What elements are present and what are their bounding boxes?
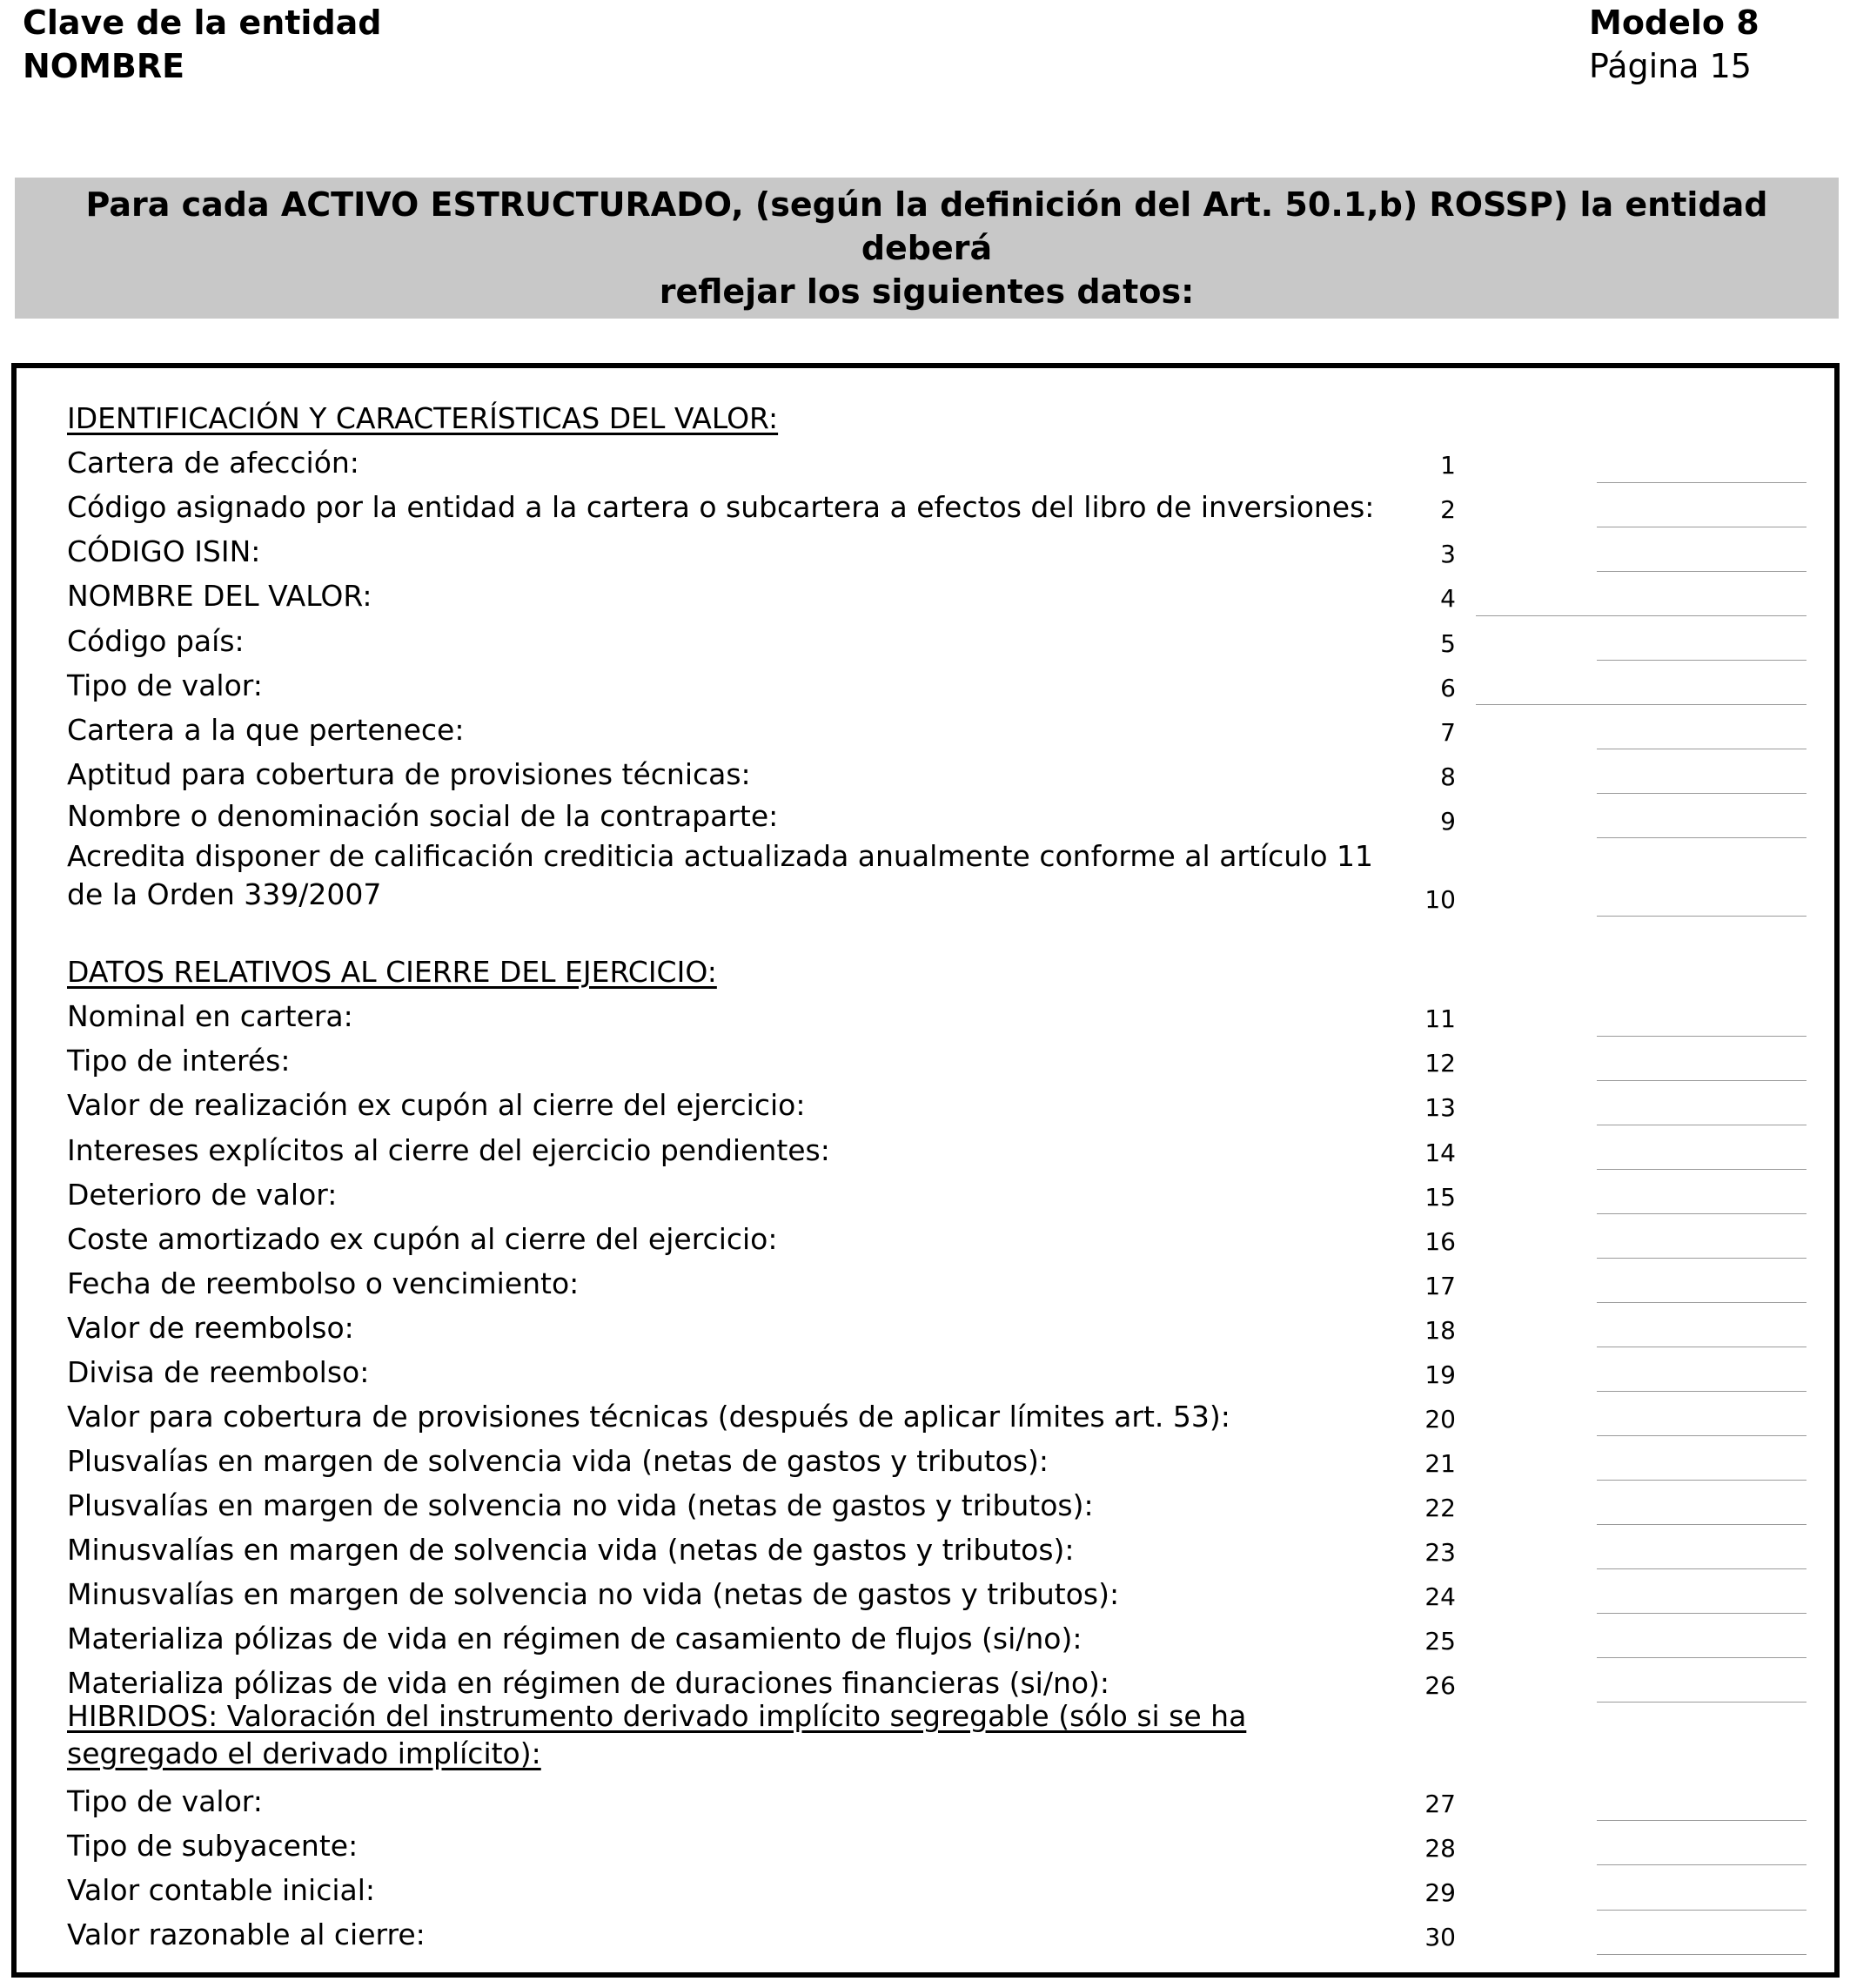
field-number: 27 <box>1424 1790 1456 1818</box>
field-number: 1 <box>1440 451 1456 480</box>
field-entry-line[interactable] <box>1597 1524 1806 1525</box>
field-label: Tipo de valor: <box>67 668 263 702</box>
instructions-banner <box>15 178 1839 319</box>
field-number: 18 <box>1424 1316 1456 1345</box>
field-entry-line[interactable] <box>1597 1954 1806 1955</box>
field-number: 24 <box>1424 1582 1456 1611</box>
field-label-continuation: de la Orden 339/2007 <box>67 877 382 911</box>
field-number: 20 <box>1424 1405 1456 1434</box>
field-entry-line[interactable] <box>1597 1435 1806 1436</box>
field-label: Materializa pólizas de vida en régimen de duraciones financieras (si/no): <box>67 1666 1110 1700</box>
field-number: 29 <box>1424 1878 1456 1907</box>
field-label: Tipo de interés: <box>67 1044 291 1078</box>
field-label: Cartera de afección: <box>67 446 359 480</box>
field-entry-line[interactable] <box>1476 615 1806 616</box>
field-entry-line[interactable] <box>1597 1657 1806 1658</box>
form-box <box>11 363 1840 1978</box>
field-label: Minusvalías en margen de solvencia no vida (netas de gastos y tributos): <box>67 1577 1120 1611</box>
field-label: Nominal en cartera: <box>67 999 353 1033</box>
page-number: Página 15 <box>1589 47 1752 85</box>
field-number: 19 <box>1424 1360 1456 1389</box>
field-number: 4 <box>1440 584 1456 613</box>
field-entry-line[interactable] <box>1597 1258 1806 1259</box>
field-number: 2 <box>1440 495 1456 524</box>
field-entry-line[interactable] <box>1597 793 1806 794</box>
model-label: Modelo 8 <box>1589 3 1760 42</box>
field-label: Valor para cobertura de provisiones técnicas (después de aplicar límites art. 53): <box>67 1400 1230 1434</box>
field-number: 17 <box>1424 1272 1456 1300</box>
field-entry-line[interactable] <box>1597 660 1806 661</box>
field-number: 8 <box>1440 762 1456 791</box>
banner-line-2: reflejar los siguientes datos: <box>659 272 1195 311</box>
field-label: Código país: <box>67 624 245 658</box>
field-label: Materializa pólizas de vida en régimen de casamiento de flujos (si/no): <box>67 1622 1083 1656</box>
field-label: Divisa de reembolso: <box>67 1355 370 1389</box>
field-label: Valor contable inicial: <box>67 1873 376 1907</box>
field-label: Plusvalías en margen de solvencia no vida (netas de gastos y tributos): <box>67 1488 1094 1522</box>
field-label: Minusvalías en margen de solvencia vida (netas de gastos y tributos): <box>67 1533 1075 1567</box>
field-entry-line[interactable] <box>1597 1568 1806 1569</box>
field-label: Tipo de subyacente: <box>67 1829 359 1863</box>
entity-key-label: Clave de la entidad <box>23 3 382 42</box>
field-label: Plusvalías en margen de solvencia vida (netas de gastos y tributos): <box>67 1444 1049 1478</box>
field-number: 7 <box>1440 718 1456 747</box>
field-label: Coste amortizado ex cupón al cierre del ejercicio: <box>67 1222 778 1256</box>
section-hybrid-heading: HIBRIDOS: Valoración del instrumento derivado implícito segregable (sólo si se ha <box>67 1699 1247 1733</box>
field-entry-line[interactable] <box>1597 1391 1806 1392</box>
field-entry-line[interactable] <box>1597 1864 1806 1865</box>
field-number: 23 <box>1424 1538 1456 1567</box>
field-number: 6 <box>1440 674 1456 702</box>
field-label: CÓDIGO ISIN: <box>67 534 261 568</box>
field-entry-line[interactable] <box>1597 1213 1806 1214</box>
field-entry-line[interactable] <box>1597 1036 1806 1037</box>
field-entry-line[interactable] <box>1597 1820 1806 1821</box>
field-number: 14 <box>1424 1138 1456 1167</box>
field-number: 22 <box>1424 1494 1456 1522</box>
field-label: Acredita disponer de calificación crediticia actualizada anualmente conforme al artículo 11 <box>67 839 1373 873</box>
field-entry-line[interactable] <box>1597 1169 1806 1170</box>
field-entry-line[interactable] <box>1597 916 1806 917</box>
field-entry-line[interactable] <box>1597 1302 1806 1303</box>
entity-name-label: NOMBRE <box>23 47 185 85</box>
field-label: Cartera a la que pertenece: <box>67 713 465 747</box>
field-number: 9 <box>1440 807 1456 836</box>
field-entry-line[interactable] <box>1597 1702 1806 1703</box>
field-entry-line[interactable] <box>1597 482 1806 483</box>
field-label: Nombre o denominación social de la contraparte: <box>67 799 779 833</box>
field-number: 10 <box>1424 885 1456 914</box>
field-entry-line[interactable] <box>1597 1910 1806 1911</box>
field-label: Fecha de reembolso o vencimiento: <box>67 1266 580 1300</box>
field-label: Aptitud para cobertura de provisiones técnicas: <box>67 757 751 791</box>
field-label: NOMBRE DEL VALOR: <box>67 579 372 613</box>
field-label: Intereses explícitos al cierre del ejercicio pendientes: <box>67 1133 830 1167</box>
field-number: 26 <box>1424 1671 1456 1700</box>
field-number: 28 <box>1424 1834 1456 1863</box>
field-label: Deterioro de valor: <box>67 1178 338 1212</box>
field-entry-line[interactable] <box>1597 837 1806 838</box>
field-entry-line[interactable] <box>1476 704 1806 705</box>
section-hybrid-heading-continuation: segregado el derivado implícito): <box>67 1736 541 1770</box>
field-number: 11 <box>1424 1004 1456 1033</box>
field-label: Tipo de valor: <box>67 1784 263 1818</box>
field-label: Código asignado por la entidad a la cartera o subcartera a efectos del libro de inversiones: <box>67 490 1375 524</box>
field-entry-line[interactable] <box>1597 1480 1806 1481</box>
field-number: 12 <box>1424 1049 1456 1078</box>
section-identification-heading: IDENTIFICACIÓN Y CARACTERÍSTICAS DEL VALOR: <box>67 401 779 435</box>
field-number: 21 <box>1424 1449 1456 1478</box>
field-label: Valor razonable al cierre: <box>67 1917 426 1951</box>
field-label: Valor de reembolso: <box>67 1311 354 1345</box>
field-number: 13 <box>1424 1093 1456 1122</box>
banner-line-1: Para cada ACTIVO ESTRUCTURADO, (según la definición del Art. 50.1,b) ROSSP) la entidad deberá <box>85 185 1768 267</box>
field-number: 25 <box>1424 1627 1456 1656</box>
field-number: 15 <box>1424 1183 1456 1212</box>
field-number: 3 <box>1440 540 1456 568</box>
field-entry-line[interactable] <box>1597 571 1806 572</box>
field-label: Valor de realización ex cupón al cierre del ejercicio: <box>67 1088 806 1122</box>
section-closing-heading: DATOS RELATIVOS AL CIERRE DEL EJERCICIO: <box>67 955 717 989</box>
field-number: 5 <box>1440 629 1456 658</box>
field-entry-line[interactable] <box>1597 1080 1806 1081</box>
field-entry-line[interactable] <box>1597 1613 1806 1614</box>
field-number: 16 <box>1424 1227 1456 1256</box>
field-number: 30 <box>1424 1923 1456 1951</box>
